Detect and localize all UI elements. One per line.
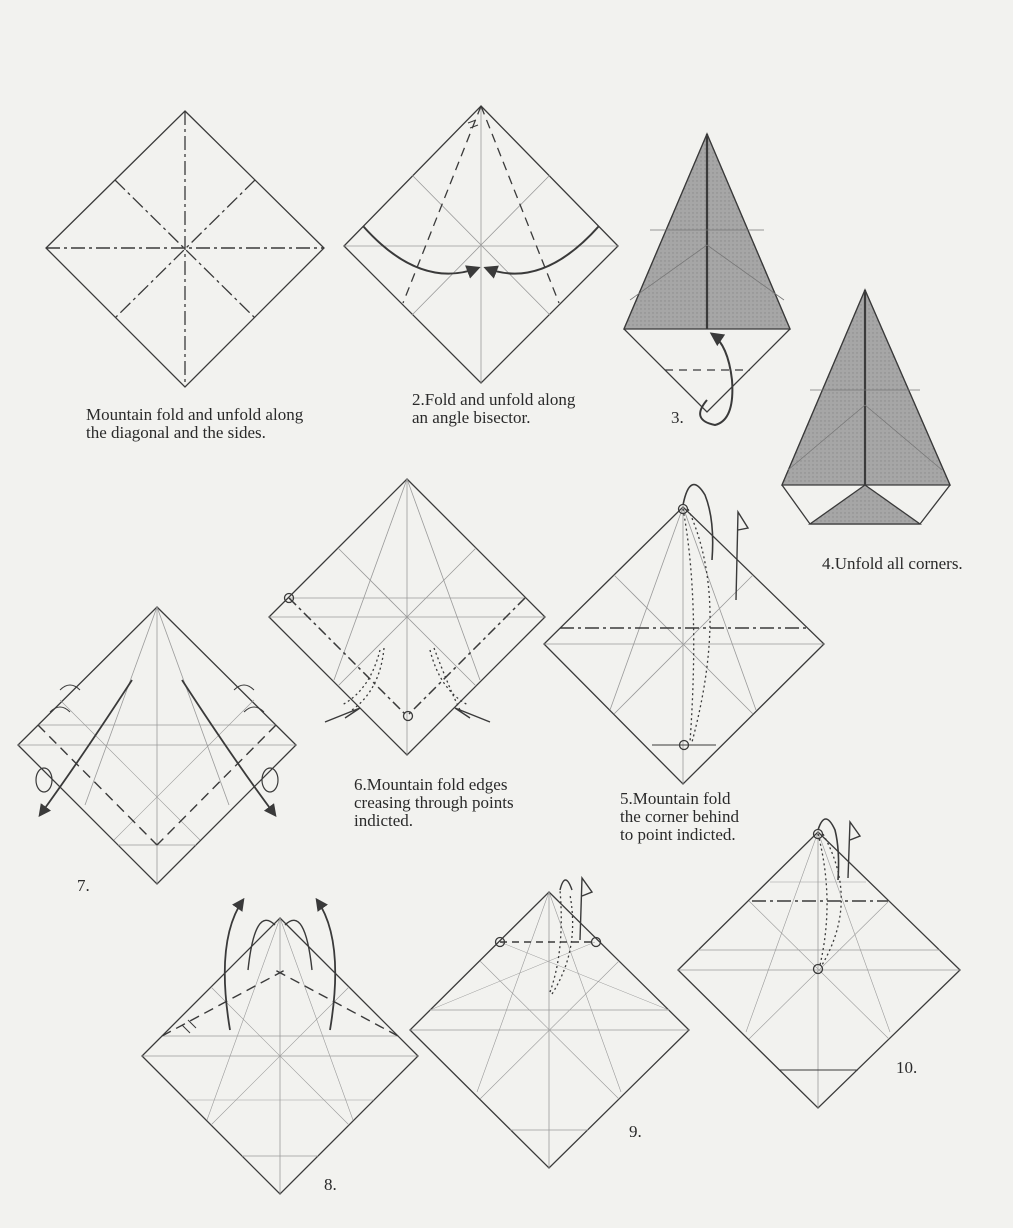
step6-square (269, 479, 545, 755)
step6-caption: 6.Mountain fold edges creasing through points indicted. (354, 775, 514, 830)
step2-caption: 2.Fold and unfold along an angle bisector. (412, 390, 576, 427)
step7-square (18, 607, 296, 884)
step4-caption: 4.Unfold all corners. (822, 554, 963, 573)
step9-label: 9. (629, 1122, 642, 1141)
step1-square (46, 111, 324, 387)
step3-label: 3. (671, 408, 684, 427)
step8-square (142, 900, 418, 1194)
step1-caption: Mountain fold and unfold along the diagonal and the sides. (86, 405, 304, 442)
step8-label: 8. (324, 1175, 337, 1194)
step4-kite (782, 290, 950, 524)
step3-kite (624, 134, 790, 425)
step5-square (544, 485, 824, 784)
step9-square (410, 878, 689, 1168)
step2-square (344, 106, 618, 383)
step7-label: 7. (77, 876, 90, 895)
step5-caption: 5.Mountain fold the corner behind to point indicted. (620, 789, 739, 844)
step10-square (678, 819, 960, 1108)
step10-label: 10. (896, 1058, 918, 1077)
